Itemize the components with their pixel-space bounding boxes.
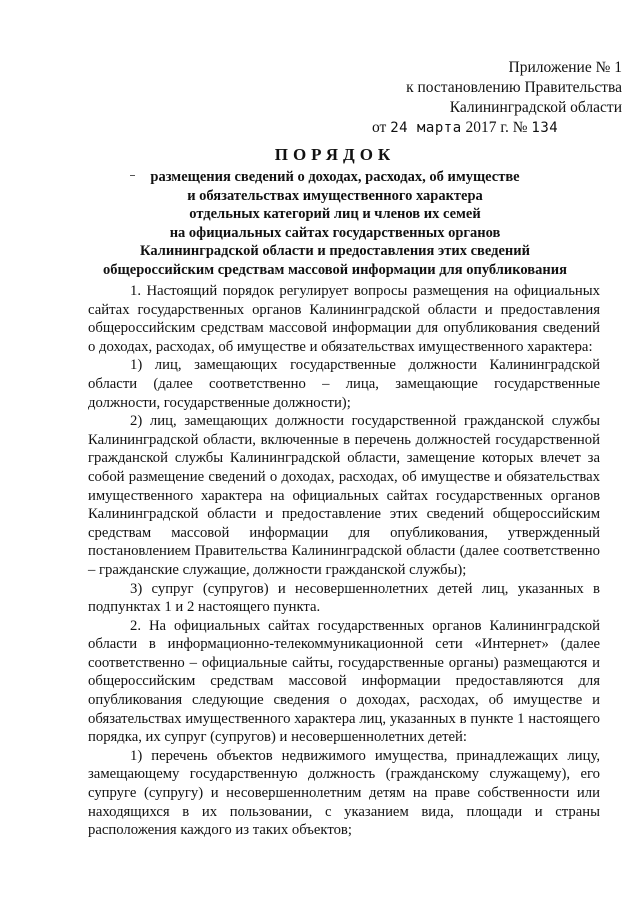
- appendix-header: [360, 58, 622, 138]
- appendix-date-line: [360, 118, 622, 138]
- paragraph: 1) лиц, замещающих государственные должности Калининградской области (далее соответственно – лица, замещающие государственные должности, государственные должности);: [88, 357, 600, 411]
- subtitle-line: на официальных сайтах государственных органов: [169, 224, 501, 241]
- date-year: 2017 г.: [465, 119, 509, 136]
- subtitle-line: общероссийским средствам массовой информации для опубликования: [103, 261, 567, 278]
- appendix-region: Калининградской области: [449, 99, 622, 116]
- number-sign: №: [512, 119, 528, 136]
- subtitle-line: отдельных категорий лиц и членов их семей: [189, 206, 481, 222]
- paragraph: 2) лиц, замещающих должности государственной гражданской службы Калининградской области, включенные в перечень должностей государственной гражданской службы Калининградской области, замещение которых влечет за собой размещение сведений о доходах, расходах, об имуществе и обязательствах имущественного характера на официальных сайтах государственных органов Калининградской области и предоставление этих сведений общероссийским средствам массовой информации для опубликования, утвержденный постановлением Правительства Калининградской области (далее соответственно – гражданские служащие, должности гражданской службы);: [88, 413, 600, 578]
- appendix-resolution-ref: к постановлению Правительства: [406, 79, 622, 96]
- document-subtitle: [70, 168, 600, 279]
- appendix-number: Приложение № 1: [508, 59, 622, 76]
- date-value: 24 марта: [390, 120, 462, 136]
- paragraph: 1. Настоящий порядок регулирует вопросы размещения на официальных сайтах государственных органов Калининградской области и предоставления общероссийским средствам массовой информации для опубликования сведений о доходах, расходах, об имуществе и обязательствах имущественного характера:: [88, 283, 600, 355]
- paragraph: 1) перечень объектов недвижимого имущества, принадлежащих лицу, замещающему государственную должность (гражданскому служащему), его супруге (супругу) и несовершеннолетним детям на праве собственности или находящихся в их пользовании, с указанием вида, площади и страны расположения каждого из таких объектов;: [88, 747, 600, 839]
- date-prefix: от: [372, 119, 387, 136]
- subtitle-line: размещения сведений о доходах, расходах, об имуществе: [150, 169, 520, 185]
- paragraph: 2. На официальных сайтах государственных органов Калининградской области в информационно-телекоммуникационной сети «Интернет» (далее соответственно – официальные сайты, государственные органы) размещаются и общероссийским средствам массовой информации предоставляются для опубликования следующие сведения о доходах, расходах, об имуществе и обязательствах имущественного характера лиц, указанных в пункте 1 настоящего порядка, их супруг (супругов) и несовершеннолетних детей:: [88, 617, 600, 746]
- number-value: 134: [531, 120, 559, 136]
- subtitle-line: Калининградской области и предоставления этих сведений: [140, 243, 530, 259]
- paragraph: 3) супруг (супругов) и несовершеннолетних детей лиц, указанных в подпунктах 1 и 2 настоящего пункта.: [88, 580, 600, 616]
- document-title: ПОРЯДОК: [274, 145, 396, 164]
- title-block: [70, 144, 600, 279]
- subtitle-line: и обязательствах имущественного характера: [187, 187, 483, 204]
- document-body: [88, 282, 600, 840]
